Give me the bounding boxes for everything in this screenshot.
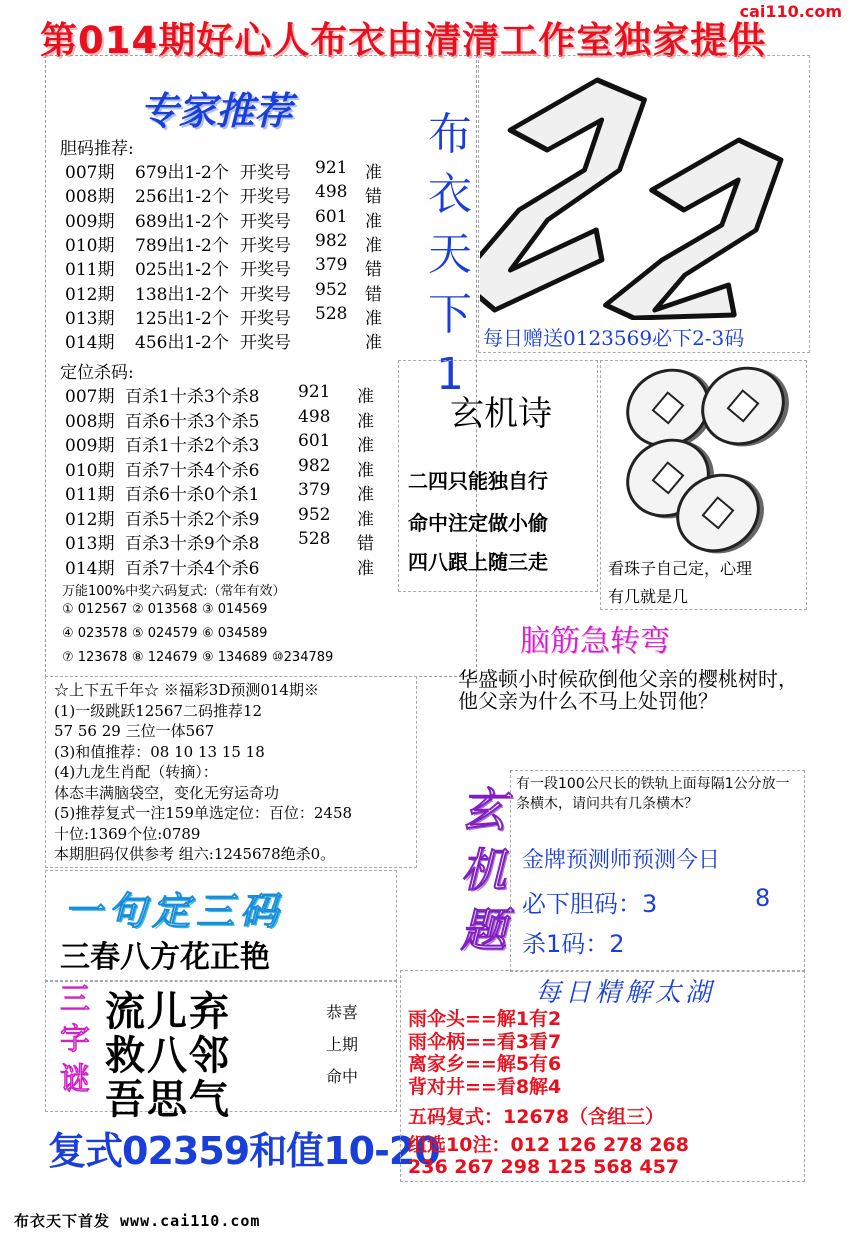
predict-line: 体态丰满脑袋空，变化无穷运奇功 <box>54 783 280 802</box>
big-22-digits <box>480 60 805 320</box>
congrats-1: 恭喜 <box>326 1003 359 1022</box>
dan-cell: 007期 <box>65 163 115 183</box>
coin-note-2: 有几就是几 <box>608 587 689 606</box>
gold-title: 金牌预测师预测今日 <box>522 848 721 873</box>
kill-cell: 准 <box>357 436 374 456</box>
footer-text: 布衣天下首发 www.cai110.com <box>14 1212 261 1230</box>
predict-line: (1)一级跳跃12567二码推荐12 <box>54 701 263 720</box>
dan-cell: 错 <box>365 187 382 208</box>
kill-cell: 准 <box>357 509 374 530</box>
dan-label: 胆码推荐: <box>60 139 134 159</box>
wanneng-item: ⑩234789 <box>272 650 334 665</box>
predict-line: 57 56 29 三位一体567 <box>54 722 215 740</box>
dan-cell: 921 <box>315 158 348 178</box>
dan-cell: 013期 <box>65 308 115 329</box>
taihu-line: 雨伞柄==看3看7 <box>408 1030 562 1053</box>
kill-cell: 009期 <box>65 436 115 456</box>
kill-cell: 百杀1十杀2个杀3 <box>125 436 260 456</box>
yiju-title: 一句定三码 <box>64 889 285 933</box>
sanzi-line-1: 流儿弃 <box>105 988 231 1035</box>
wanneng-item: ⑤ 024579 <box>132 626 198 641</box>
wanneng-item: ⑧ 124679 <box>132 650 198 665</box>
dan-cell: 256出1-2个 <box>135 187 229 208</box>
dan-cell: 689出1-2个 <box>135 211 229 232</box>
coin-note-1: 看珠子自己定，心理 <box>608 559 753 578</box>
predict-line: ☆上下五千年☆ ※福彩3D预测014期※ <box>54 681 319 699</box>
kill-cell: 528 <box>298 529 331 549</box>
dan-cell: 011期 <box>65 260 115 281</box>
predict-line: 本期胆码仅供参考 组六:1245678绝杀0。 <box>54 845 336 863</box>
dan-cell: 开奖号 <box>240 308 291 329</box>
dan-cell: 008期 <box>65 187 115 208</box>
dan-cell: 014期 <box>65 333 115 354</box>
dan-cell: 025出1-2个 <box>135 260 229 281</box>
kill-cell: 012期 <box>65 509 115 530</box>
dan-cell: 错 <box>365 260 382 281</box>
kill-cell: 010期 <box>65 460 115 481</box>
kill-cell: 013期 <box>65 534 115 554</box>
taihu-wuma: 五码复式：12678（含组三） <box>408 1106 665 1128</box>
kill-cell: 601 <box>298 431 331 451</box>
dan-cell: 开奖号 <box>240 260 291 281</box>
kill-cell: 百杀7十杀4个杀6 <box>125 558 260 579</box>
dan-cell: 开奖号 <box>240 284 291 305</box>
fushi-line: 复式02359和值10-20 <box>48 1129 440 1173</box>
wanneng-item: ③ 014569 <box>202 602 268 617</box>
dan-cell: 010期 <box>65 235 115 256</box>
gold-dan: 必下胆码：3 <box>522 890 658 918</box>
gold-dan-2: 8 <box>755 884 771 912</box>
taihu-zuxuan: 组选10注：012 126 278 268 <box>408 1134 689 1156</box>
kill-label: 定位杀码: <box>60 363 134 383</box>
dan-cell: 准 <box>365 163 382 183</box>
wanneng-item: ④ 023578 <box>62 626 128 641</box>
dan-cell: 准 <box>365 308 382 329</box>
expert-title: 专家推荐 <box>140 89 293 133</box>
dan-cell: 952 <box>315 279 348 300</box>
gold-kill: 杀1码：2 <box>522 930 625 958</box>
kill-cell: 准 <box>357 558 374 579</box>
kill-cell: 982 <box>298 455 331 476</box>
poem-title: 玄机诗 <box>450 394 552 434</box>
taihu-lines <box>408 1008 561 1098</box>
predict-line: (4)九龙生肖配（转摘）： <box>54 763 218 781</box>
xuanjiti-question: 有一段100公尺长的铁轨上面每隔1公分放一条横木，请问共有几条横木？ <box>516 776 790 812</box>
congrats-3: 命中 <box>326 1067 359 1086</box>
kill-cell: 错 <box>357 534 374 554</box>
wanneng-item: ⑥ 034589 <box>202 626 268 641</box>
daily-gift: 每日赠送0123569必下2-3码 <box>483 326 745 350</box>
naojin-question: 华盛顿小时候砍倒他父亲的樱桃树时，他父亲为什么不马上处罚他？ <box>458 667 798 713</box>
dan-cell: 982 <box>315 230 348 251</box>
dan-cell: 138出1-2个 <box>135 284 229 305</box>
dan-cell: 679出1-2个 <box>135 163 229 183</box>
dan-cell: 准 <box>365 235 382 256</box>
kill-cell: 014期 <box>65 558 115 579</box>
dan-cell: 456出1-2个 <box>135 333 229 354</box>
wanneng-item: ⑦ 123678 <box>62 650 128 665</box>
wanneng-item: ① 012567 <box>62 602 128 617</box>
dan-cell: 012期 <box>65 284 115 305</box>
kill-cell: 百杀7十杀4个杀6 <box>125 460 260 481</box>
naojin-title: 脑筋急转弯 <box>520 624 670 659</box>
dan-cell: 开奖号 <box>240 235 291 256</box>
kill-cell: 百杀1十杀3个杀8 <box>125 387 260 407</box>
kill-cell: 498 <box>298 406 331 427</box>
kill-cell: 百杀6十杀3个杀5 <box>125 411 260 432</box>
wanneng-item: ② 013568 <box>132 602 198 617</box>
predict-lines <box>54 680 352 865</box>
dan-cell: 789出1-2个 <box>135 235 229 256</box>
dan-cell: 009期 <box>65 211 115 232</box>
dan-cell: 开奖号 <box>240 333 291 354</box>
kill-cell: 百杀5十杀2个杀9 <box>125 509 260 530</box>
taihu-title: 每日精解太湖 <box>535 978 716 1008</box>
kill-cell: 011期 <box>65 485 115 505</box>
kill-cell: 百杀6十杀0个杀1 <box>125 485 260 505</box>
dan-cell: 379 <box>315 255 348 276</box>
kill-cell: 准 <box>357 485 374 505</box>
kill-cell: 准 <box>357 460 374 481</box>
poem-line-2: 命中注定做小偷 <box>408 511 548 535</box>
dan-cell: 准 <box>365 211 382 232</box>
sanzi-line-3: 吾思气 <box>105 1076 231 1123</box>
yiju-line: 三春八方花正艳 <box>60 940 270 975</box>
dan-cell: 错 <box>365 284 382 305</box>
page-title: 第014期好心人布衣由清清工作室独家提供 <box>40 19 767 62</box>
poem-line-3: 四八跟上随三走 <box>408 550 548 574</box>
dan-cell: 528 <box>315 303 348 324</box>
kill-cell: 952 <box>298 504 331 525</box>
wanneng-item: ⑨ 134689 <box>202 650 268 665</box>
dan-cell: 开奖号 <box>240 211 291 232</box>
taihu-line: 背对井==看8解4 <box>408 1075 562 1098</box>
predict-line: (3)和值推荐：08 10 13 15 18 <box>54 742 265 761</box>
predict-line: (5)推荐复式一注159单选定位：百位：2458 <box>54 804 353 822</box>
kill-cell: 008期 <box>65 411 115 432</box>
site-logo: cai110.com <box>739 2 842 21</box>
kill-cell: 百杀3十杀9个杀8 <box>125 534 260 554</box>
buyi-title: 布衣天下1 <box>428 109 472 400</box>
taihu-line: 离家乡==解5有6 <box>408 1053 562 1075</box>
predict-line: 十位:1369个位:0789 <box>54 824 201 843</box>
kill-cell: 379 <box>298 480 331 500</box>
dan-cell: 601 <box>315 206 348 227</box>
dan-cell: 准 <box>365 333 382 354</box>
dan-cell: 开奖号 <box>240 163 291 183</box>
taihu-line: 雨伞头==解1有2 <box>408 1008 562 1030</box>
dan-cell: 125出1-2个 <box>135 308 229 329</box>
taihu-zuxuan-2: 236 267 298 125 568 457 <box>408 1156 680 1178</box>
sanzi-label: 三字谜 <box>60 982 90 1097</box>
sanzi-line-2: 救八邻 <box>105 1032 231 1079</box>
kill-cell: 921 <box>298 382 331 402</box>
congrats-2: 上期 <box>326 1035 359 1054</box>
wanneng-label: 万能100%中奖六码复式:（常年有效） <box>62 584 286 599</box>
dan-cell: 498 <box>315 182 348 203</box>
dan-cell: 开奖号 <box>240 187 291 208</box>
kill-cell: 准 <box>357 387 374 407</box>
xuanjiti-label: 玄机题 <box>460 783 507 957</box>
kill-cell: 准 <box>357 411 374 432</box>
poem-line-1: 二四只能独自行 <box>408 469 548 493</box>
kill-cell: 007期 <box>65 387 115 407</box>
